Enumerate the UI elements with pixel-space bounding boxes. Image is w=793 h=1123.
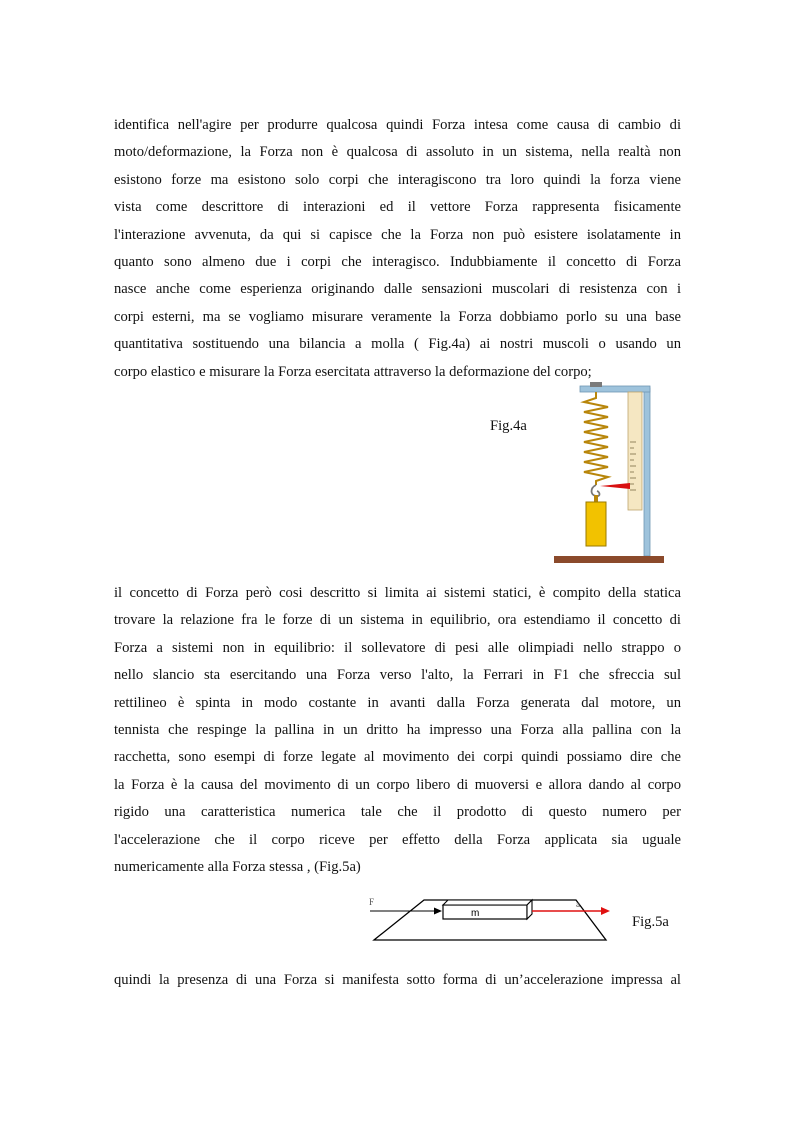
text-line: moto/deformazione, la Forza non è qualcosa di assoluto in un sistema, nella realtà non: [114, 144, 681, 161]
text-line: quantitativa sostituendo una bilancia a molla ( Fig.4a) ai nostri muscoli o usando un: [114, 336, 681, 353]
text-line: il concetto di Forza però cosi descritto si limita ai sistemi statici, è compito della statica: [114, 585, 681, 601]
text-line: Forza a sistemi non in equilibrio: il sollevatore di pesi alle olimpiadi nello strappo o: [114, 639, 681, 656]
mass-block-top: [443, 900, 532, 905]
spring-hook: [592, 485, 600, 496]
acceleration-arrowhead: [601, 907, 610, 915]
text-line: quanto sono almeno due i corpi che interagisco. Indubbiamente il concetto di Forza: [114, 254, 681, 271]
figure-5a-caption: Fig.5a: [632, 914, 669, 930]
text-line: numericamente alla Forza stessa , (Fig.5a): [114, 859, 361, 876]
text-line: corpo elastico e misurare la Forza esercitata attraverso la deformazione del corpo;: [114, 363, 592, 380]
mass-label: m: [471, 908, 480, 919]
figure-5a-force-diagram: [366, 892, 616, 952]
text-line: rettilineo è spinta in modo costante in avanti dalla Forza generata dal motore, un: [114, 694, 681, 711]
text-line: l'interazione avvenuta, da qui si capisce che la Forza non può esistere isolatamente in: [114, 226, 681, 243]
figure-4a-spring-balance: [550, 382, 666, 566]
text-line: identifica nell'agire per produrre qualcosa quindi Forza intesa come causa di cambio di: [114, 117, 681, 133]
text-line: racchetta, sono esempi di forze legate al movimento dei corpi quindi possiamo dire che: [114, 749, 681, 766]
measurement-scale: [628, 392, 642, 510]
text-line: la Forza è la causa del movimento di un corpo libero di muoversi e allora dando al corpo: [114, 776, 681, 793]
acceleration-label: a: [576, 899, 580, 909]
figure-4a-caption: Fig.4a: [490, 418, 527, 434]
force-label: F: [369, 897, 375, 907]
text-line: esistono forze ma esistono solo corpi che interagiscono tra loro quindi la forza viene: [114, 171, 681, 188]
mass-block: [443, 905, 527, 919]
text-line: quindi la presenza di una Forza si manifesta sotto forma di un’accelerazione impressa al: [114, 972, 681, 988]
paragraph-1: [114, 112, 681, 386]
scale-pointer: [600, 483, 630, 489]
text-line: vista come descrittore di interazioni ed il vettore Forza rappresenta fisicamente: [114, 199, 681, 216]
paragraph-2: [114, 580, 681, 881]
text-line: l'accelerazione che il corpo riceve per effetto della Forza applicata sia uguale: [114, 831, 681, 848]
stand-knob: [590, 382, 602, 387]
stand-base: [554, 556, 664, 563]
text-line: rigido una caratteristica numerica tale che il prodotto di questo numero per: [114, 804, 681, 821]
text-line: corpi esterni, ma se vogliamo misurare veramente la Forza dobbiamo porlo su una base: [114, 308, 681, 325]
stand-post: [644, 388, 650, 556]
weight-block: [586, 502, 606, 546]
spring: [584, 392, 608, 485]
text-line: nello slancio sta esercitando una Forza verso l'alto, la Ferrari in F1 che sfreccia sul: [114, 667, 681, 684]
paragraph-3: [114, 967, 681, 994]
text-line: tennista che respinge la pallina in un dritto ha impresso una Forza alla pallina con la: [114, 722, 681, 739]
text-line: trovare la relazione fra le forze di un sistema in equilibrio, ora estendiamo il concetto di: [114, 612, 681, 629]
text-line: nasce anche come esperienza originando dalle sensazioni muscolari di resistenza con i: [114, 281, 681, 298]
